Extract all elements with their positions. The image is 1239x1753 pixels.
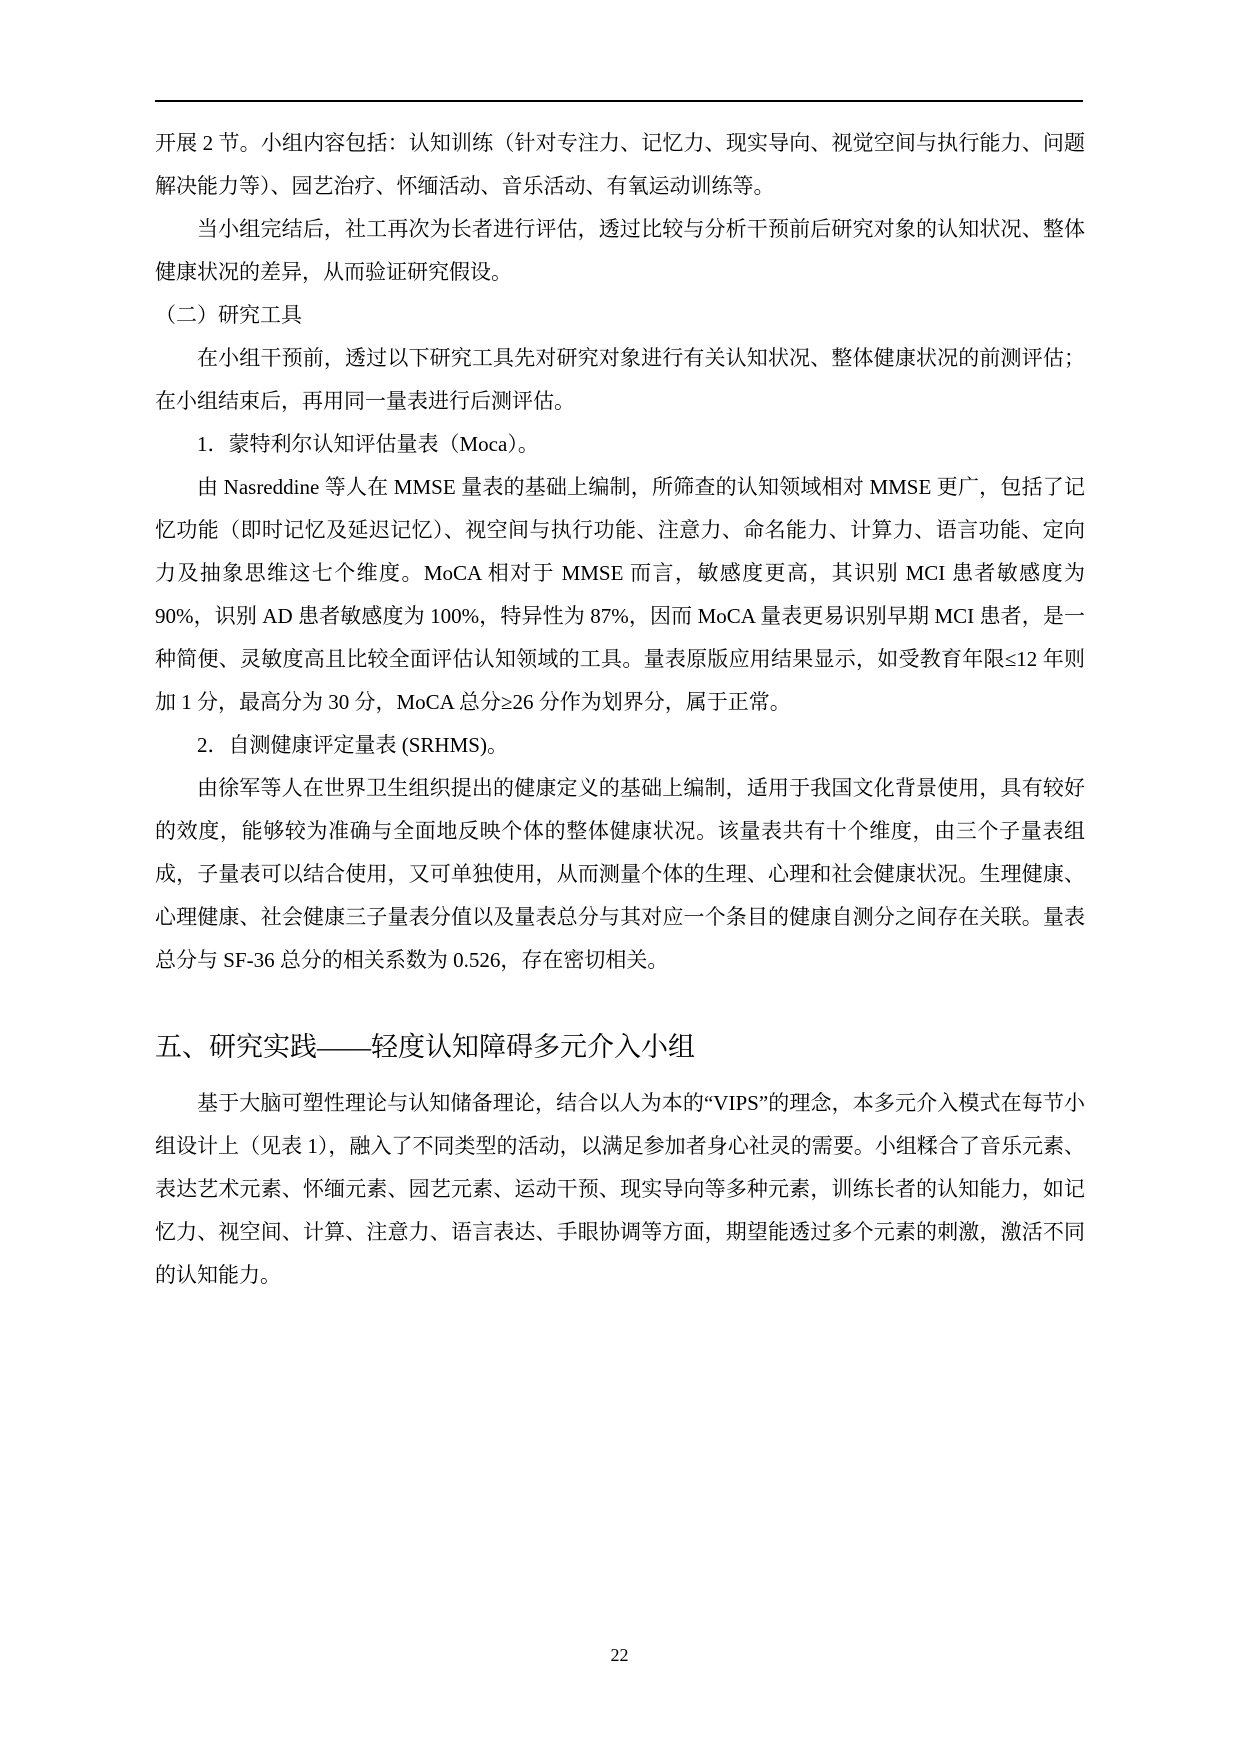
page-number: 22 — [610, 1645, 629, 1665]
numbered-item-srhms: 2．自测健康评定量表 (SRHMS)。 — [197, 733, 508, 757]
paragraph-pretest-posttest: 在小组干预前，透过以下研究工具先对研究对象进行有关认知状况、整体健康状况的前测评估；在小组结束后，再用同一量表进行后测评估。 — [155, 346, 1085, 413]
header-rule — [155, 100, 1083, 102]
subheading-research-tools: （二）研究工具 — [155, 303, 302, 327]
page-content — [155, 122, 1085, 1297]
paragraph-moca-description: 由 Nasreddine 等人在 MMSE 量表的基础上编制，所筛查的认知领域相对 MMSE 更广，包括了记忆功能（即时记忆及延迟记忆）、视空间与执行功能、注意力、命名能力、计算力、语言功能、定向力及抽象思维这七个维度。MoCA 相对于 MMSE 而言，敏感度更高，其识别 MCI 患者敏感度为 90%，识别 AD 患者敏感度为 100%，特异性为 87%，因而 MoCA 量表更易识别早期 MCI 患者，是一种简便、灵敏度高且比较全面评估认知领域的工具。量表原版应用结果显示，如受教育年限≤12 年则加 1 分，最高分为 30 分，MoCA 总分≥26 分作为划界分，属于正常。 — [155, 475, 1085, 714]
paragraph-post-evaluation: 当小组完结后，社工再次为长者进行评估，透过比较与分析干预前后研究对象的认知状况、整体健康状况的差异，从而验证研究假设。 — [155, 217, 1085, 284]
section-heading-research-practice: 五、研究实践——轻度认知障碍多元介入小组 — [155, 1032, 695, 1062]
paragraph-intervention-model: 基于大脑可塑性理论与认知储备理论，结合以人为本的“VIPS”的理念，本多元介入模式在每节小组设计上（见表 1），融入了不同类型的活动，以满足参加者身心社灵的需要。小组糅合了音乐元素、表达艺术元素、怀缅元素、园艺元素、运动干预、现实导向等多种元素，训练长者的认知能力，如记忆力、视空间、计算、注意力、语言表达、手眼协调等方面，期望能透过多个元素的刺激，激活不同的认知能力。 — [155, 1091, 1085, 1287]
numbered-item-moca: 1．蒙特利尔认知评估量表（Moca）。 — [197, 432, 539, 456]
paragraph-srhms-description: 由徐军等人在世界卫生组织提出的健康定义的基础上编制，适用于我国文化背景使用，具有较好的效度，能够较为准确与全面地反映个体的整体健康状况。该量表共有十个维度，由三个子量表组成，子量表可以结合使用，又可单独使用，从而测量个体的生理、心理和社会健康状况。生理健康、心理健康、社会健康三子量表分值以及量表总分与其对应一个条目的健康自测分之间存在关联。量表总分与 SF-36 总分的相关系数为 0.526，存在密切相关。 — [155, 776, 1085, 972]
paragraph-group-intro-continuation: 开展 2 节。小组内容包括：认知训练（针对专注力、记忆力、现实导向、视觉空间与执行能力、问题解决能力等）、园艺治疗、怀缅活动、音乐活动、有氧运动训练等。 — [155, 131, 1085, 198]
